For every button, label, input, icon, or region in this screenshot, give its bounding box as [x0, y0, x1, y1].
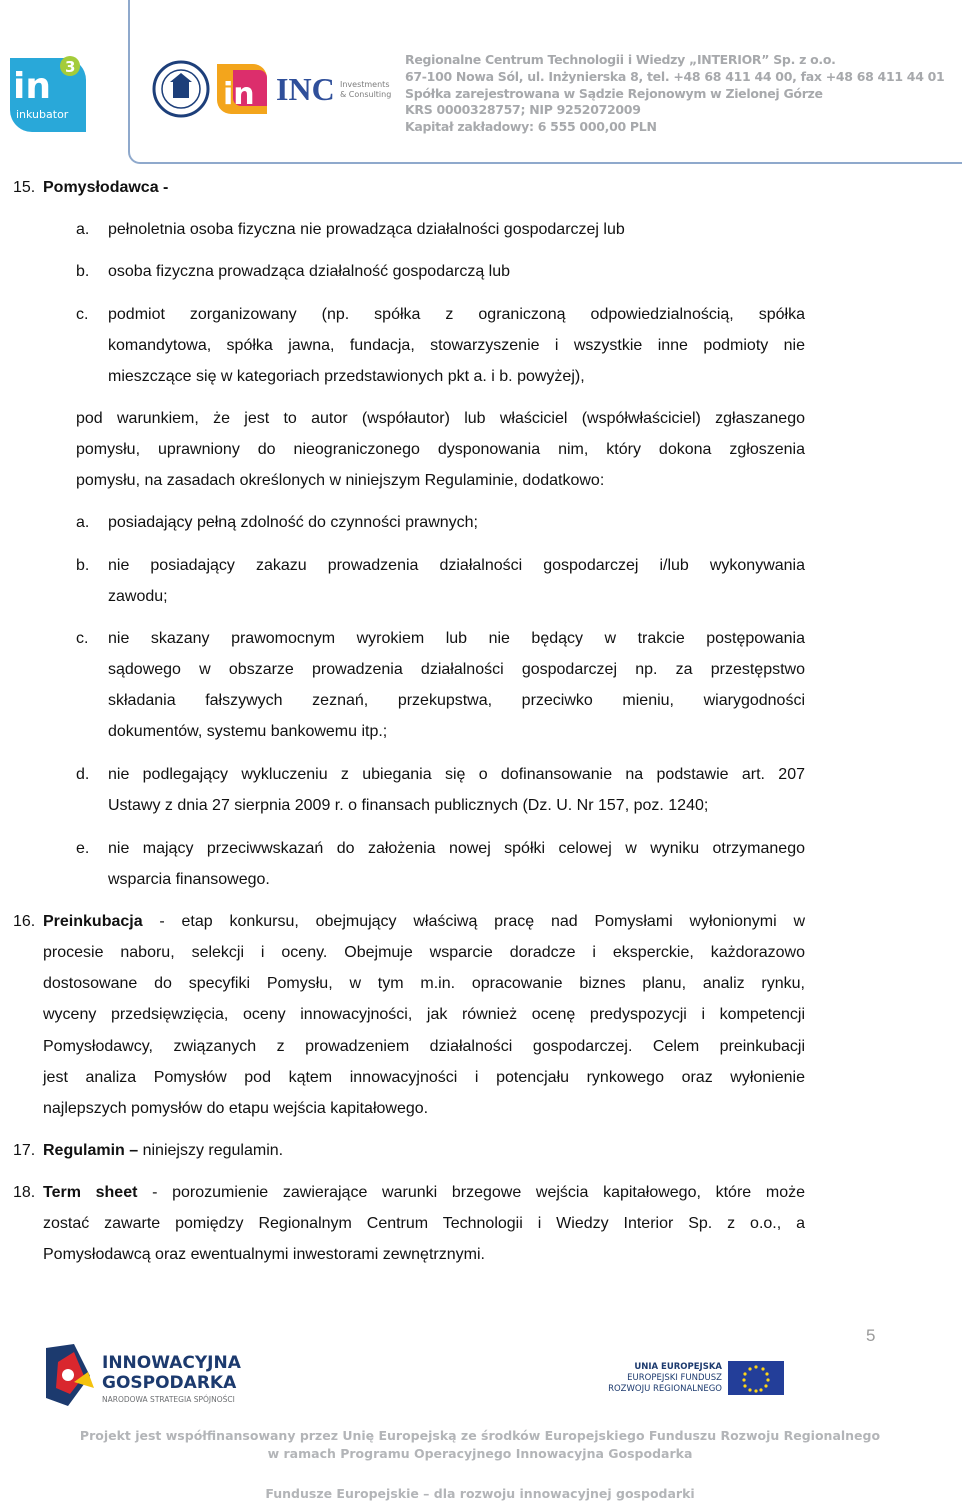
item-16-line-6: jest analiza Pomysłów pod kątem innowacyjności i potencjału rynkowego oraz wyłonienie: [43, 1069, 805, 1086]
eu-logo-line-2: EUROPEJSKI FUNDUSZ: [627, 1373, 722, 1383]
item-18-number: 18.: [13, 1184, 36, 1201]
item-15-sub-c-line-1: podmiot zorganizowany (np. spółka z ograniczoną odpowiedzialnością, spółka: [108, 306, 805, 323]
item-17-number: 17.: [13, 1142, 36, 1159]
inc-logo-subtext-1: Investments: [340, 80, 390, 89]
ig-logo-line-1: INNOWACYJNA: [102, 1353, 241, 1373]
item-15-add-c-marker: c.: [76, 630, 89, 647]
university-seal-logo: [152, 60, 210, 118]
in3-logo-superscript: 3: [65, 58, 76, 76]
item-15-add-b-line-2: zawodu;: [108, 588, 168, 605]
item-15-sub-b-marker: b.: [76, 263, 90, 280]
item-15-add-c-line-2: sądowego w obszarze prowadzenia działalności gospodarczej np. za przestępstwo: [108, 661, 805, 678]
item-15-add-b-marker: b.: [76, 557, 90, 574]
item-16-line-4: wyceny przedsięwzięcia, oceny innowacyjności, jak również ocenę predyspozycji i kompetencji: [43, 1006, 805, 1023]
in3-logo-subtext: inkubator: [16, 108, 69, 121]
item-15-add-c-line-4: dokumentów, systemu bankowemu itp.;: [108, 723, 388, 740]
item-18-line-1-rest: - porozumienie zawierające warunki brzegowe wejścia kapitałowego, które może: [137, 1184, 805, 1201]
in-logo-text: in: [223, 77, 255, 112]
in-logo: [213, 60, 271, 118]
item-16-line-1-rest: - etap konkursu, obejmujący właściwą pracę nad Pomysłami wyłonionymi w: [142, 913, 805, 930]
item-16-line-2: procesie naboru, selekcji i oceny. Obejmuje wsparcie doradcze i eksperckie, każdorazowo: [43, 944, 805, 961]
item-15-add-d-marker: d.: [76, 766, 90, 783]
item-15-condition-line-2: pomysłu, uprawniony do nieograniczonego dysponowania nim, który dokona zgłoszenia: [76, 441, 805, 458]
item-18-term: Term sheet: [43, 1184, 138, 1201]
item-15-sub-c-line-3: mieszczące się w kategoriach przedstawionych pkt a. i b. powyżej),: [108, 368, 585, 385]
item-15-condition-line-1: pod warunkiem, że jest to autor (współautor) lub właściciel (współwłaściciel) zgłaszanego: [76, 410, 805, 427]
item-16-number: 16.: [13, 913, 36, 930]
item-15-sub-b-text: osoba fizyczna prowadząca działalność gospodarczą lub: [108, 263, 511, 280]
ig-logo-line-2: GOSPODARKA: [102, 1373, 237, 1393]
item-17-rest: niniejszy regulamin.: [138, 1142, 284, 1159]
item-16-line-5: Pomysłodawcy, związanych z prowadzeniem działalności gospodarczej. Celem preinkubacji: [43, 1038, 805, 1055]
eu-logo-line-1: UNIA EUROPEJSKA: [634, 1362, 722, 1372]
item-15-condition-line-3: pomysłu, na zasadach określonych w niniejszym Regulaminie, dodatkowo:: [76, 472, 605, 489]
eu-regional-fund-logo: [608, 1360, 790, 1396]
item-16-line-1: [43, 912, 805, 932]
item-18-line-2: zostać zawarte pomiędzy Regionalnym Centrum Technologii i Wiedzy Interior Sp. z o.o., a: [43, 1215, 805, 1232]
item-17-term: Regulamin –: [43, 1142, 139, 1159]
item-16-line-3: dostosowane do specyfiki Pomysłu, w tym m.in. opracowanie biznes planu, analiz rynku,: [43, 975, 805, 992]
item-15-add-c-line-1: nie skazany prawomocnym wyrokiem lub nie będący w trakcie postępowania: [108, 630, 805, 647]
page-header: [0, 0, 960, 168]
item-18-line-1: [43, 1183, 805, 1203]
item-15-add-e-line-1: nie mający przeciwwskazań do założenia nowej spółki celowej w wyniku otrzymanego: [108, 840, 805, 857]
company-info: [405, 52, 955, 136]
innowacyjna-gospodarka-logo: [44, 1342, 254, 1408]
inc-logo-text: INC: [276, 71, 335, 107]
in3-inkubator-logo: [4, 52, 86, 132]
company-capital: Kapitał zakładowy: 6 555 000,00 PLN: [405, 119, 657, 135]
company-krs-nip: KRS 0000328757; NIP 9252072009: [405, 102, 641, 118]
item-15-add-b-line-1: nie posiadający zakazu prowadzenia działalności gospodarczej i/lub wykonywania: [108, 557, 805, 574]
company-address: 67-100 Nowa Sól, ul. Inżynierska 8, tel. +48 68 411 44 00, fax +48 68 411 44 01: [405, 68, 945, 84]
item-15-add-a-text: posiadający pełną zdolność do czynności prawnych;: [108, 514, 478, 531]
company-name: Regionalne Centrum Technologii i Wiedzy „INTERIOR” Sp. z o.o.: [405, 52, 836, 67]
item-15-add-e-marker: e.: [76, 840, 90, 857]
inc-logo-subtext-2: & Consulting: [340, 90, 392, 99]
item-15-add-d-line-2: Ustawy z dnia 27 sierpnia 2009 r. o finansach publicznych (Dz. U. Nr 157, poz. 1240;: [108, 797, 709, 814]
item-18-line-3: Pomysłodawcą oraz ewentualnymi inwestorami zewnętrznymi.: [43, 1246, 485, 1263]
item-15-add-d-line-1: nie podlegający wykluczeniu z ubiegania się o dofinansowanie na podstawie art. 207: [108, 766, 805, 783]
item-15-sub-c-marker: c.: [76, 306, 89, 323]
item-15-number: 15.: [13, 179, 36, 196]
item-16-line-7: najlepszych pomysłów do etapu wejścia kapitałowego.: [43, 1100, 429, 1117]
item-15-add-a-marker: a.: [76, 514, 90, 531]
eu-logo-line-3: ROZWOJU REGIONALNEGO: [608, 1384, 722, 1394]
in3-logo-text: in: [13, 66, 51, 107]
item-17-line: [43, 1141, 283, 1161]
company-court: Spółka zarejestrowana w Sądzie Rejonowym w Zielonej Górze: [405, 85, 823, 101]
project-cofinancing-line-1: Projekt jest współfinansowany przez Unię Europejską ze środków Europejskiego Funduszu Rozwoju Regionalnego: [79, 1428, 881, 1443]
project-cofinancing-line-2: w ramach Programu Operacyjnego Innowacyjna Gospodarka: [267, 1446, 693, 1461]
item-15-sub-a-marker: a.: [76, 221, 90, 238]
funds-slogan: Fundusze Europejskie – dla rozwoju innowacyjnej gospodarki: [265, 1486, 695, 1501]
inc-investments-logo: [276, 68, 392, 110]
ig-logo-line-3: NARODOWA STRATEGIA SPÓJNOŚCI: [102, 1395, 235, 1404]
item-15-sub-c-line-2: komandytowa, spółka jawna, fundacja, stowarzyszenie i wszystkie inne podmioty nie: [108, 337, 805, 354]
item-16-term: Preinkubacja: [43, 913, 143, 930]
page-number: 5: [866, 1326, 876, 1345]
item-15-add-c-line-3: składania fałszywych zeznań, przekupstwa, przeciwko mieniu, wiarygodności: [108, 692, 805, 709]
item-15-add-e-line-2: wsparcia finansowego.: [108, 871, 270, 888]
item-15-sub-a-text: pełnoletnia osoba fizyczna nie prowadząca działalności gospodarczej lub: [108, 221, 625, 238]
item-15-term: Pomysłodawca -: [43, 179, 169, 196]
